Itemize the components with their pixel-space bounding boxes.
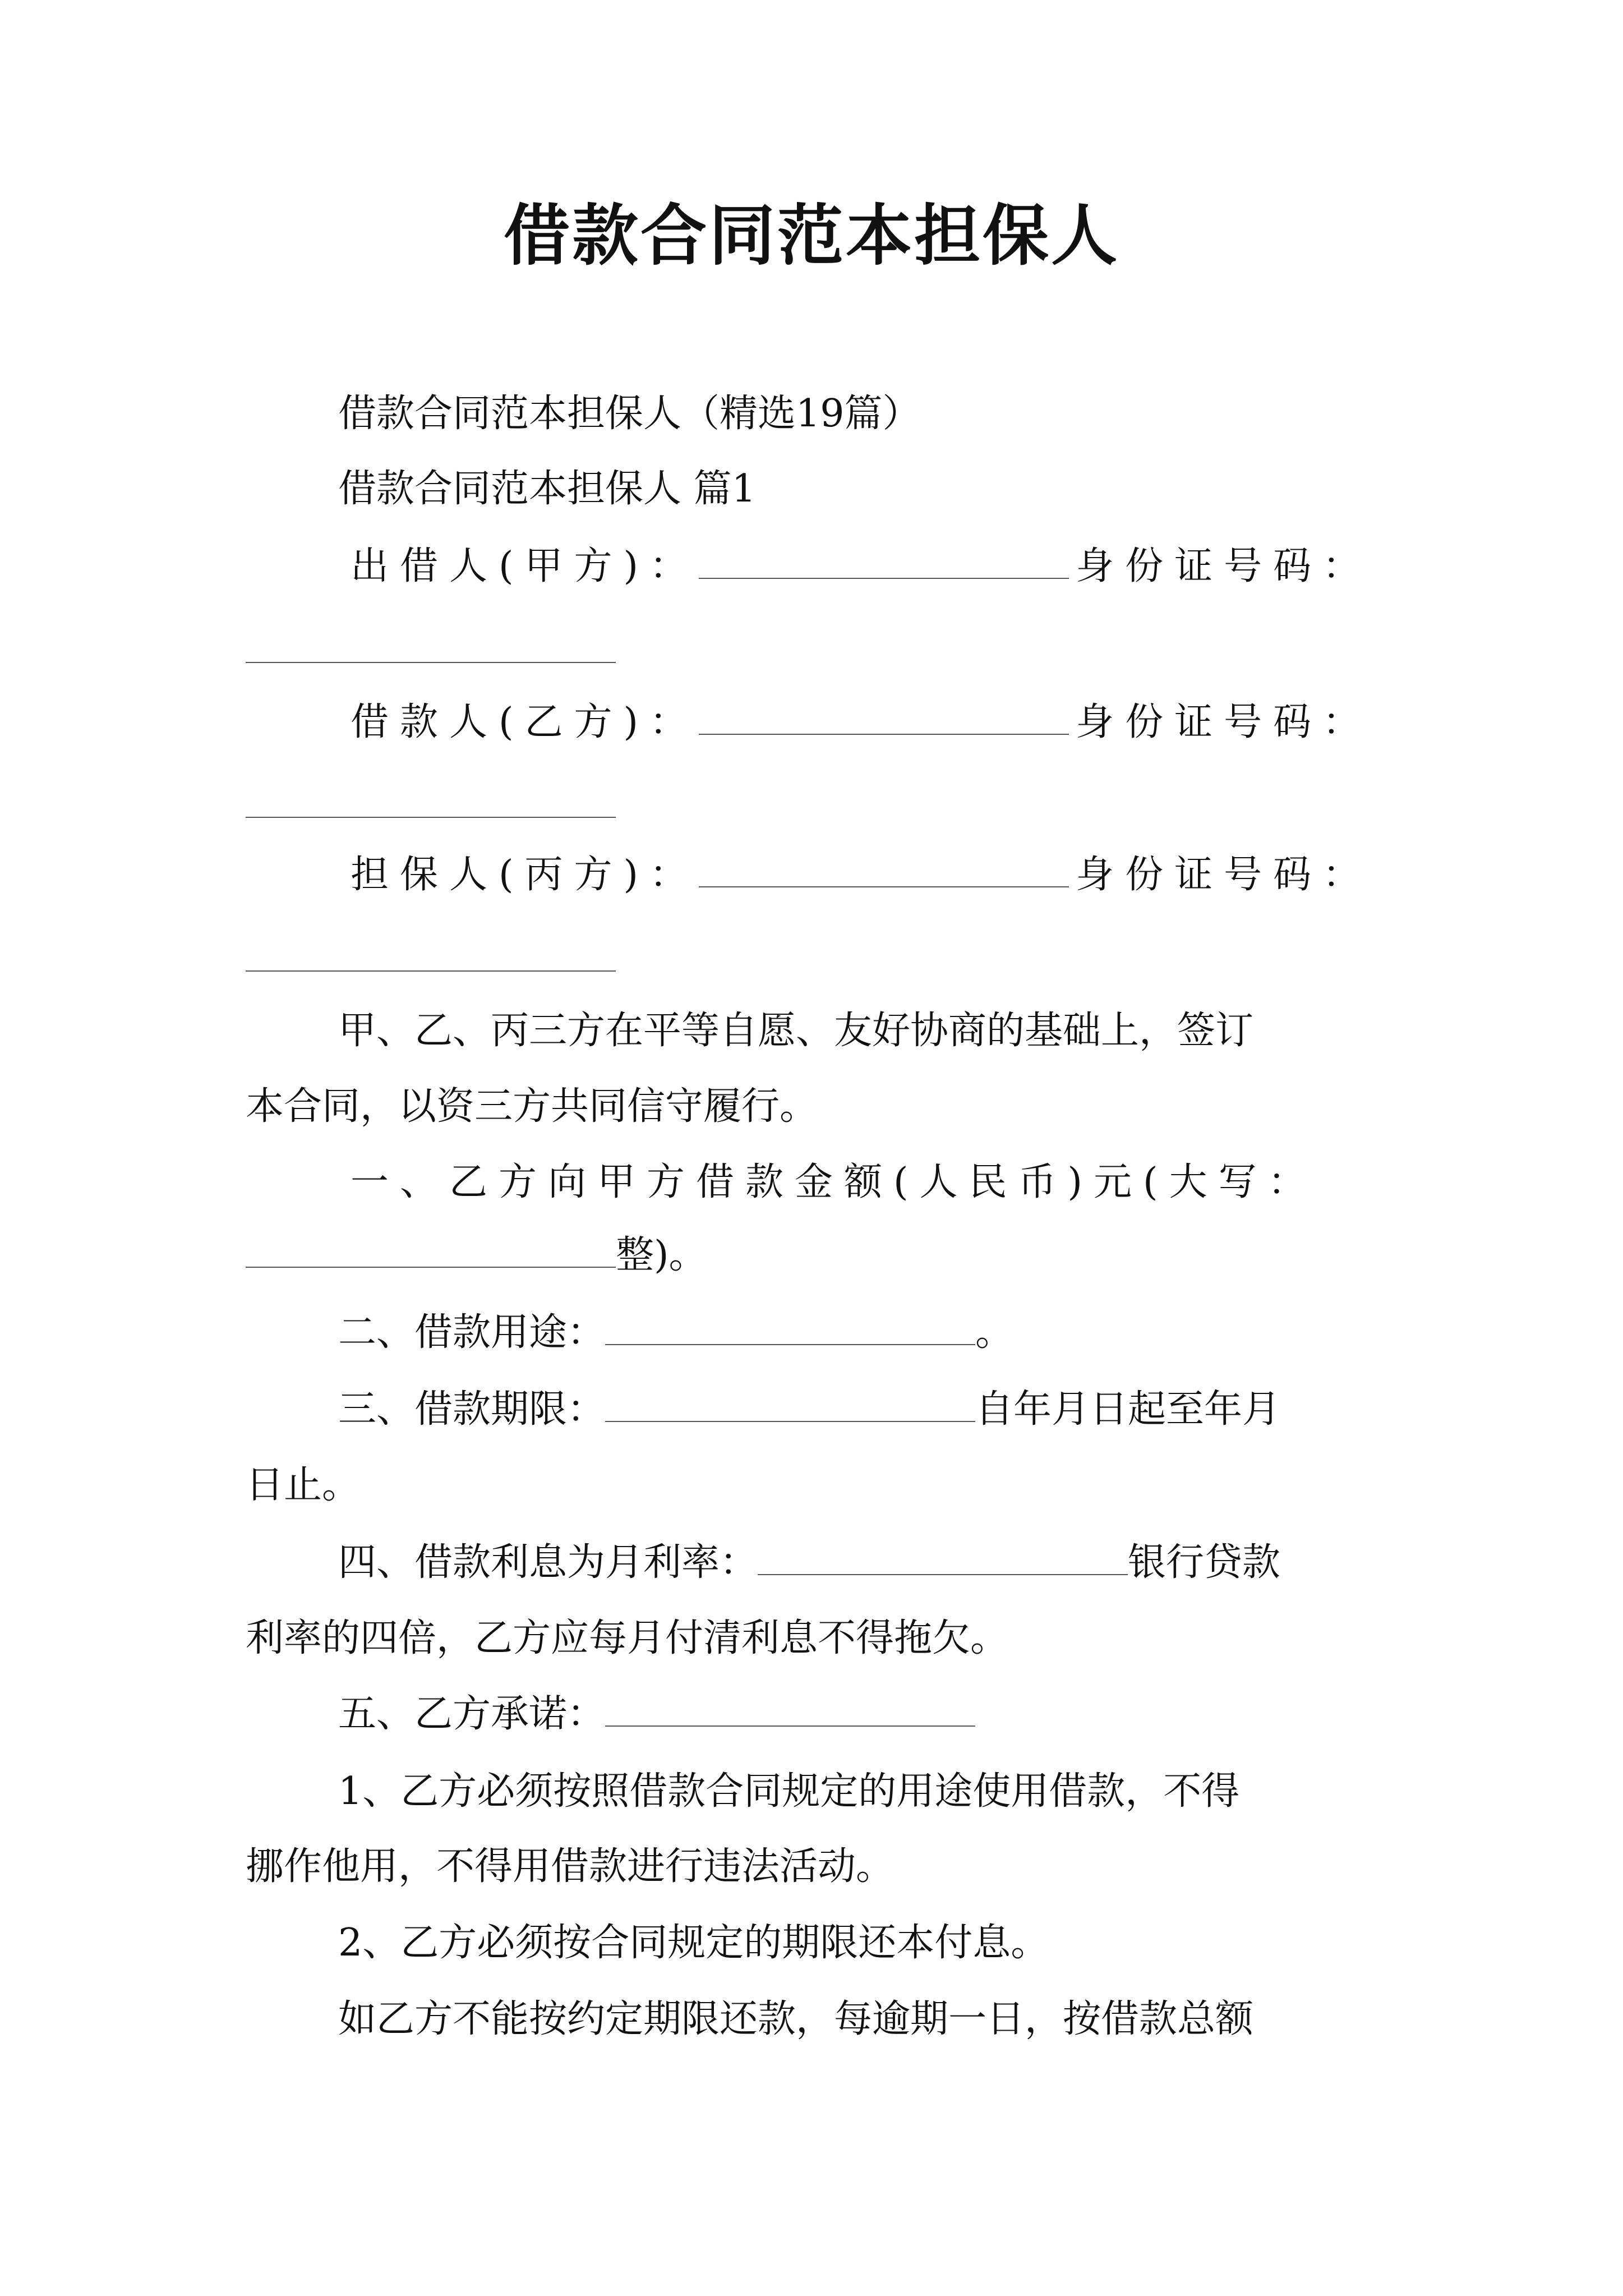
clause-1-end: 整)。	[616, 1233, 707, 1277]
clause-2-purpose-blank	[605, 1310, 975, 1345]
borrower-id-label: 身份证号码：	[1076, 700, 1372, 744]
clause-3-label: 三、借款期限：	[338, 1387, 606, 1432]
clause-4-rate-blank	[758, 1540, 1128, 1575]
lender-row	[351, 540, 1372, 593]
guarantor-id-label: 身份证号码：	[1076, 853, 1372, 897]
clause-5-blank	[605, 1692, 975, 1727]
clause-3-end: 自年月日起至年月	[975, 1387, 1281, 1432]
document-subtitle: 借款合同范本担保人（精选19篇）	[338, 392, 921, 436]
document-title: 借款合同范本担保人	[503, 196, 1119, 274]
intro-line-2: 本合同，以资三方共同信守履行。	[246, 1084, 818, 1129]
clause-2-end: 。	[975, 1310, 1014, 1355]
clause-3-line-1	[338, 1383, 1280, 1437]
item-3: 如乙方不能按约定期限还款，每逾期一日，按借款总额	[338, 1997, 1254, 2041]
lender-label: 出借人(甲方)：	[351, 544, 699, 588]
lender-id-label: 身份证号码：	[1076, 544, 1372, 588]
clause-4-line-2: 利率的四倍，乙方应每月付清利息不得拖欠。	[246, 1616, 1009, 1660]
item-1-line-2: 挪作他用，不得用借款进行违法活动。	[246, 1844, 895, 1889]
lender-name-blank	[699, 544, 1069, 579]
lender-id-blank	[246, 662, 616, 663]
guarantor-name-blank	[699, 853, 1069, 887]
clause-1-line-2	[246, 1228, 707, 1282]
guarantor-id-blank	[246, 970, 616, 972]
clause-2	[338, 1306, 1013, 1360]
clause-3-term-blank	[605, 1387, 975, 1422]
clause-4-label: 四、借款利息为月利率：	[338, 1540, 758, 1585]
section-heading: 借款合同范本担保人 篇1	[338, 467, 756, 511]
guarantor-row	[351, 848, 1372, 902]
borrower-id-blank	[246, 817, 616, 818]
clause-3-line-2: 日止。	[246, 1463, 361, 1507]
clause-1-amount-blank	[246, 1233, 616, 1268]
item-2: 2、乙方必须按合同规定的期限还本付息。	[338, 1921, 1049, 1965]
clause-1-line-1: 一、乙方向甲方借款金额(人民币)元(大写：	[351, 1160, 1317, 1204]
guarantor-label: 担保人(丙方)：	[351, 853, 699, 897]
borrower-label: 借款人(乙方)：	[351, 700, 699, 744]
item-1-line-1: 1、乙方必须按照借款合同规定的用途使用借款，不得	[338, 1769, 1240, 1814]
clause-5	[338, 1687, 975, 1741]
intro-line-1: 甲、乙、丙三方在平等自愿、友好协商的基础上，签订	[338, 1009, 1254, 1053]
clause-2-label: 二、借款用途：	[338, 1310, 606, 1355]
borrower-row	[351, 696, 1372, 749]
borrower-name-blank	[699, 700, 1069, 735]
clause-4-end: 银行贷款	[1128, 1540, 1281, 1585]
clause-5-label: 五、乙方承诺：	[338, 1692, 606, 1736]
clause-4-line-1	[338, 1536, 1280, 1590]
